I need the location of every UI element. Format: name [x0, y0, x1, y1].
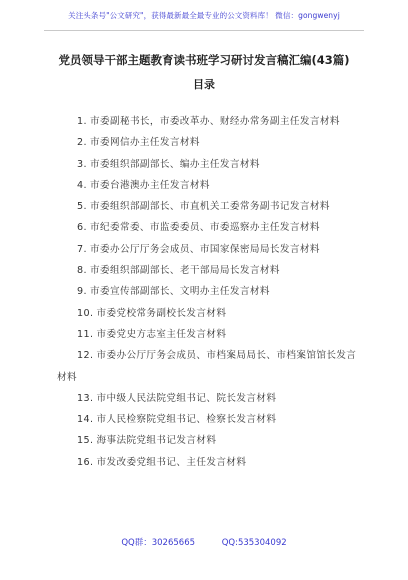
table-of-contents — [57, 111, 357, 473]
toc-item-number: 6. — [77, 222, 87, 234]
document-title: 党员领导干部主题教育读书班学习研讨发言稿汇编(43篇) — [58, 53, 350, 67]
toc-item-number: 9. — [77, 286, 87, 298]
toc-item-text: 市委网信办主任发言材料 — [89, 137, 200, 149]
toc-item-text: 市纪委常委、市监委委员、市委巡察办主任发言材料 — [89, 222, 320, 234]
toc-item — [57, 324, 357, 345]
toc-item-text: 市委组织部副部长、编办主任发言材料 — [89, 158, 260, 170]
toc-item-number: 4. — [77, 179, 87, 191]
toc-item-number: 10. — [77, 307, 94, 319]
toc-item-number: 15. — [77, 435, 94, 447]
toc-item — [57, 409, 357, 430]
toc-heading: 目录 — [193, 78, 215, 91]
toc-item-number: 7. — [77, 243, 87, 255]
toc-item-text: 海事法院党组书记发言材料 — [96, 435, 217, 447]
toc-item-text: 市委党校常务副校长发言材料 — [96, 307, 227, 319]
toc-item-text: 市发改委党组书记、主任发言材料 — [96, 456, 247, 468]
toc-item — [57, 388, 357, 409]
toc-item-number: 1. — [77, 116, 87, 127]
toc-item — [57, 217, 357, 238]
toc-item — [57, 175, 357, 196]
toc-item-number: 13. — [77, 392, 94, 404]
toc-item-text: 市委副秘书长，市委改革办、财经办常务副主任发言材料 — [89, 116, 340, 127]
toc-item-text: 市人民检察院党组书记、检察长发言材料 — [96, 414, 277, 426]
toc-item-number: 2. — [77, 137, 87, 149]
toc-item — [57, 345, 357, 388]
toc-item-number: 16. — [77, 456, 94, 468]
header-banner-text: 关注头条号"公文研究"，获得最新最全最专业的公文资料库！ 微信：gongwenyj — [68, 11, 340, 20]
toc-item-text: 市委办公厅厅务会成员、市档案局局长、市档案馆馆长发言材料 — [57, 350, 357, 383]
toc-item-text: 市委宣传部副部长、文明办主任发言材料 — [89, 286, 270, 298]
toc-item-text: 市委台港澳办主任发言材料 — [89, 179, 210, 191]
toc-item-text: 市中级人民法院党组书记、院长发言材料 — [96, 392, 277, 404]
toc-item-text: 市委办公厅厅务会成员、市国家保密局局长发言材料 — [89, 243, 320, 255]
toc-item-number: 11. — [77, 328, 94, 340]
page-footer — [0, 536, 408, 548]
page-header — [0, 0, 408, 38]
toc-item — [57, 154, 357, 175]
toc-item — [57, 430, 357, 451]
toc-item-text: 市委党史方志室主任发言材料 — [96, 328, 227, 340]
toc-item-number: 3. — [77, 158, 87, 170]
toc-item — [57, 452, 357, 473]
toc-item — [57, 132, 357, 153]
toc-item — [57, 303, 357, 324]
toc-item — [57, 239, 357, 260]
toc-item — [57, 260, 357, 281]
toc-item-text: 市委组织部副部长、老干部局局长发言材料 — [89, 265, 280, 277]
toc-item-number: 14. — [77, 414, 94, 426]
footer-qq-contact: QQ:535304092 — [221, 538, 287, 548]
toc-item-number: 8. — [77, 265, 87, 277]
toc-item-number: 5. — [77, 201, 87, 213]
toc-item — [57, 111, 357, 132]
toc-item — [57, 281, 357, 302]
toc-item-number: 12. — [77, 350, 94, 362]
toc-item — [57, 196, 357, 217]
footer-qq-group: QQ群：30265665 — [121, 538, 196, 548]
toc-item-text: 市委组织部副部长、市直机关工委常务副书记发言材料 — [89, 201, 330, 213]
header-divider — [44, 30, 364, 31]
